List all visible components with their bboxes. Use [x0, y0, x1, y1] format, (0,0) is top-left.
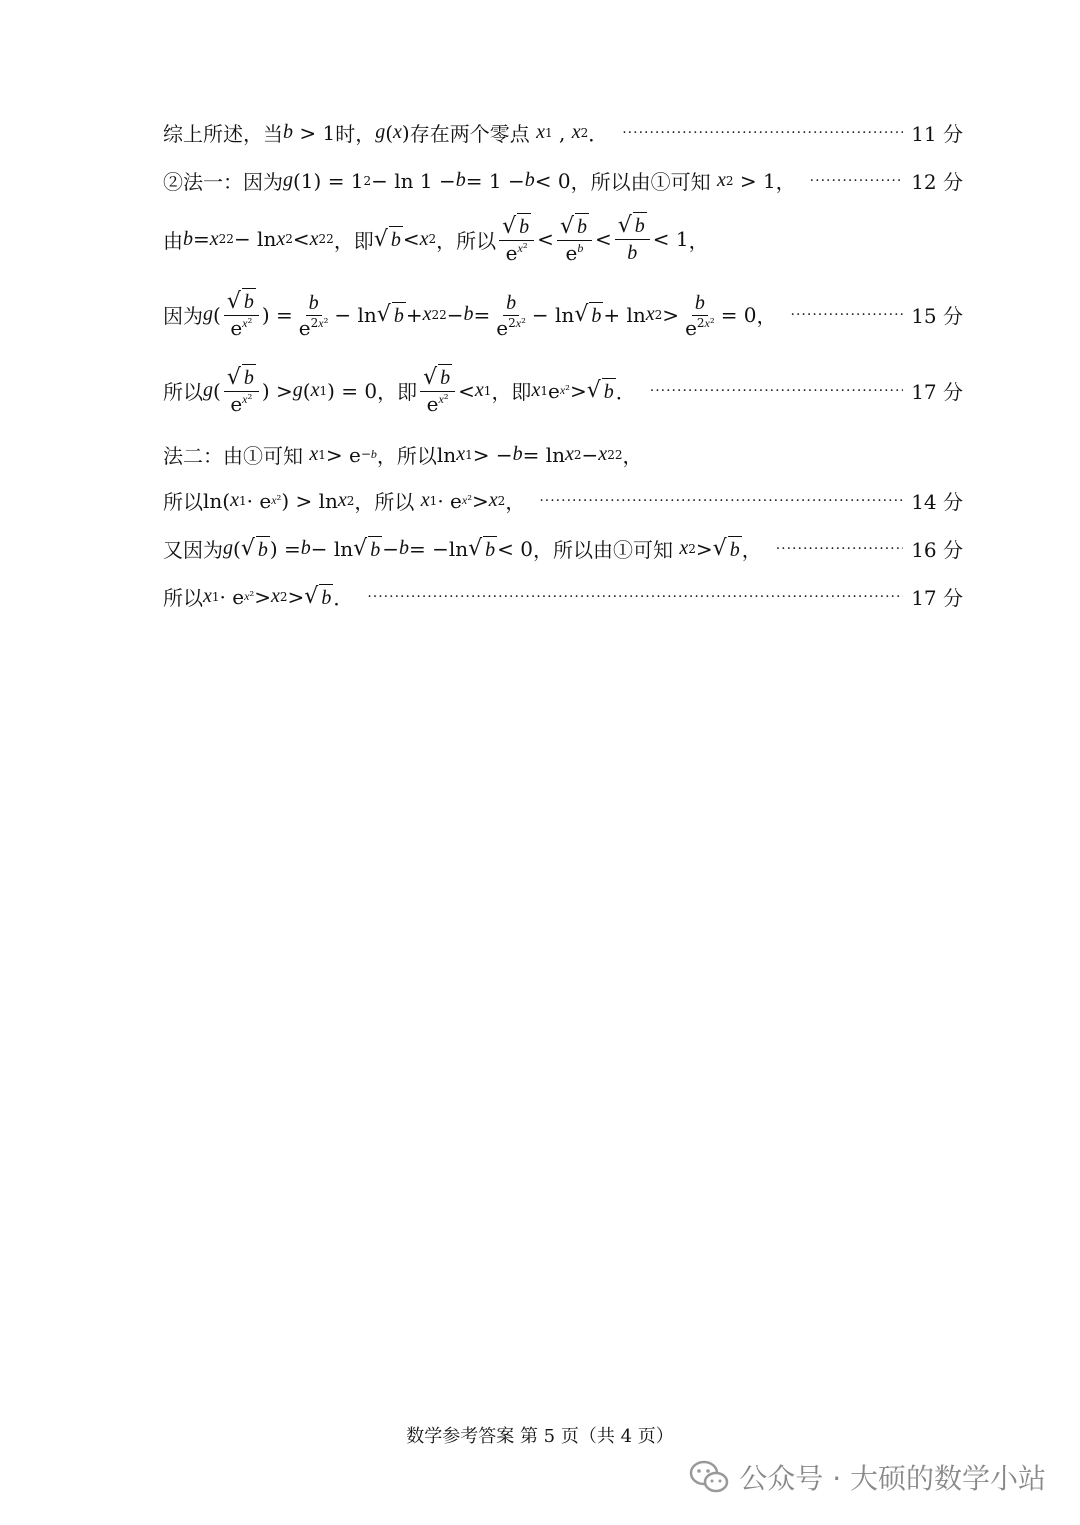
line-5-text-a: 所以: [163, 380, 203, 405]
answer-line-5: 所以 g ( $\frac{√ b}{e^{x^2}}$ ) > g ( x 1 ) = 0 ，即 $\frac{√ b}{e^{x^2}}$ < x 1 ，即 x 1 e x² > √ b ． ····· 17 分: [163, 366, 963, 415]
line-2-text-a: ②法一：因为: [163, 170, 283, 194]
score-label: 15 分: [911, 304, 963, 329]
score-label: 16 分: [911, 538, 963, 562]
line-7-text-b: ，所以: [354, 490, 415, 514]
line-3-text-d: ，: [688, 228, 709, 253]
answer-line-9: 所以 x 1 · e x² > x 2 > √ b ． ····· 17 分: [163, 582, 963, 611]
wechat-icon: [689, 1460, 729, 1494]
leader-dots: [367, 589, 903, 605]
line-6-text-b: ，所以: [376, 444, 437, 468]
leader-dots: [650, 383, 903, 399]
leader-dots: [791, 307, 904, 323]
line-5-text-b: ，即: [377, 380, 418, 405]
score-label: 12 分: [911, 170, 963, 194]
leader-dots: [810, 173, 904, 189]
watermark: [689, 1457, 1046, 1497]
line-5-text-c: ，即: [491, 380, 532, 405]
line-8-text-a: 又因为: [163, 538, 223, 562]
answer-line-1: 综上所述，当 b > 1 时， g ( x ) 存在两个零点 x 1 , x 2 ． ····· 11 分: [163, 118, 963, 147]
watermark-text: 公众号 · 大硕的数学小站: [739, 1462, 1046, 1495]
line-2-text-b: ，所以由①可知: [570, 170, 711, 194]
line-4-text-a: 因为: [163, 304, 203, 329]
answer-line-4: 因为 g ( $\frac{√ b}{e^{x^2}}$ ) = $\frac{b}{e^{2x^2}}$ − ln √ b + x 2 2 − b = $\frac{b}{e^{2x^2}}$ − ln √ b + ln x 2 > $\frac{b}{e^{2x^2}}$ = 0 ， ····· 15 分: [163, 290, 963, 339]
line-6-text-a: 法二：由①可知: [163, 444, 303, 468]
answer-line-2: ②法一：因为 g (1) = 1 2 − ln 1 − b = 1 − b < 0 ，所以由①可知 x 2 > 1 ， ····· 12 分: [163, 166, 963, 195]
line-1-text-c: 存在两个零点: [409, 122, 530, 146]
line-1-text-b: 时，: [335, 122, 376, 146]
line-3-text-c: ，所以: [436, 228, 497, 253]
score-label: 11 分: [911, 122, 963, 146]
line-9-text-b: ．: [333, 586, 354, 610]
line-1-text-a: 综上所述，当: [163, 122, 283, 146]
line-3-text-b: ，即: [333, 228, 374, 253]
leader-dots: [776, 541, 904, 557]
answer-line-6: 法二：由①可知 x 1 > e −b ，所以 ln x 1 > − b = ln x 2 − x 2 2 ，: [163, 440, 963, 469]
score-label: 14 分: [911, 490, 963, 514]
leader-dots: [539, 493, 903, 509]
line-7-text-a: 所以: [163, 490, 203, 514]
answer-line-8: 又因为 g ( √ b ) = b − ln √ b − b = −ln √ b < 0 ，所以由①可知 x 2 > √ b ， ····· 16 分: [163, 534, 963, 563]
page-footer: 数学参考答案 第 5 页（共 4 页）: [406, 1426, 674, 1447]
line-8-text-b: ，所以由①可知: [533, 538, 673, 562]
line-8-text-c: ，: [741, 538, 762, 562]
line-3-text-a: 由: [163, 228, 183, 253]
score-label: 17 分: [911, 586, 963, 610]
line-5-text-d: ．: [615, 380, 636, 405]
line-4-text-b: ，: [756, 304, 777, 329]
answer-line-3: 由 b = x 2 2 − ln x 2 < x 2 2 ，即 √ b < x 2 ，所以 $\frac{√ b}{e^{x^2}}$ < $\frac{√ b}{e^b}$ < $\frac{√ b}{b}$ < 1 ，: [163, 213, 709, 265]
line-6-text-c: ，: [622, 444, 643, 468]
line-2-text-c: ，: [775, 170, 796, 194]
line-7-text-c: ，: [505, 490, 526, 514]
line-9-text-a: 所以: [163, 586, 203, 610]
answer-line-7: 所以 ln( x 1 · e x² ) > ln x 2 ，所以 x 1 · e x² > x 2 ， ····· 14 分: [163, 486, 963, 515]
leader-dots: [622, 125, 903, 141]
score-label: 17 分: [911, 380, 963, 405]
line-1-text-d: ．: [588, 122, 609, 146]
